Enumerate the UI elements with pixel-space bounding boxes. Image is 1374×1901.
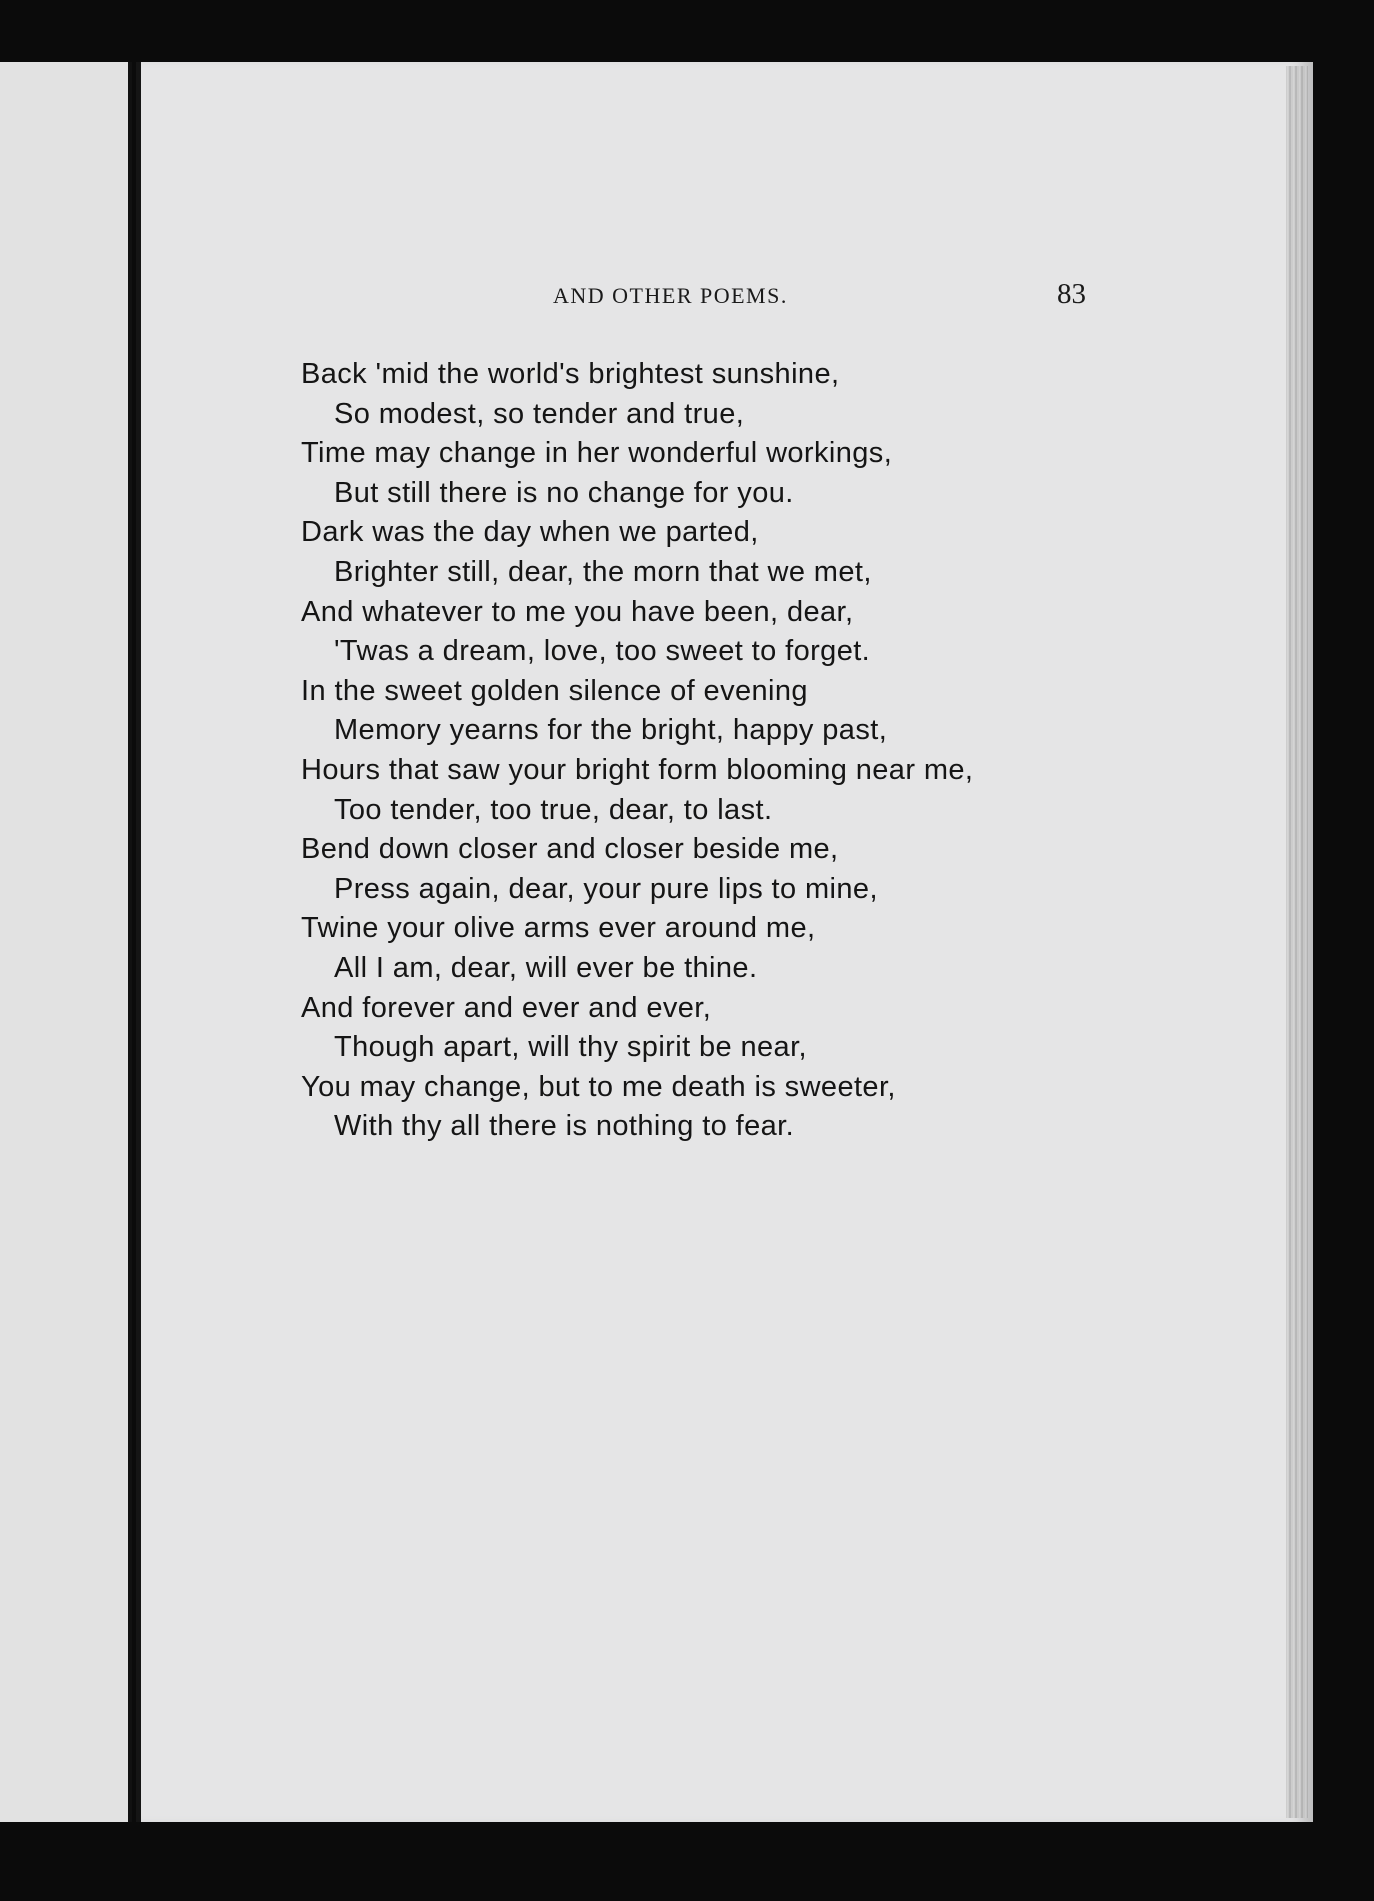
poem-line: Dark was the day when we parted, [301,516,759,549]
poem-line: Press again, dear, your pure lips to mine, [334,872,878,905]
poem-line: You may change, but to me death is sweeter, [301,1070,896,1103]
poem-line: Though apart, will thy spirit be near, [334,1031,807,1064]
poem-line: Brighter still, dear, the morn that we met, [334,555,872,588]
poem-body [301,355,973,1147]
poem-line: Bend down closer and closer beside me, [301,833,839,866]
poem-line: And whatever to me you have been, dear, [301,595,854,628]
poem-line: In the sweet golden silence of evening [301,674,808,707]
poem-line: Hours that saw your bright form blooming near me, [301,753,974,786]
poem-line: Memory yearns for the bright, happy past, [334,714,888,747]
poem-line: With thy all there is nothing to fear. [334,1110,795,1143]
poem-line: So modest, so tender and true, [334,397,745,430]
poem-line: 'Twas a dream, love, too sweet to forget. [334,635,871,668]
page-stack-edge [1286,66,1308,1818]
poem-line: But still there is no change for you. [334,476,794,509]
poem-line: And forever and ever and ever, [301,991,712,1024]
poem-line: Time may change in her wonderful workings, [301,437,893,470]
facing-page-edge [0,62,132,1822]
poem-line: All I am, dear, will ever be thine. [334,951,758,984]
running-title: AND OTHER POEMS. [553,283,788,308]
page-number: 83 [1057,278,1086,310]
poem-line: Too tender, too true, dear, to last. [334,793,773,826]
poem-line: Twine your olive arms ever around me, [301,912,816,945]
poem-line: Back 'mid the world's brightest sunshine, [301,358,840,390]
